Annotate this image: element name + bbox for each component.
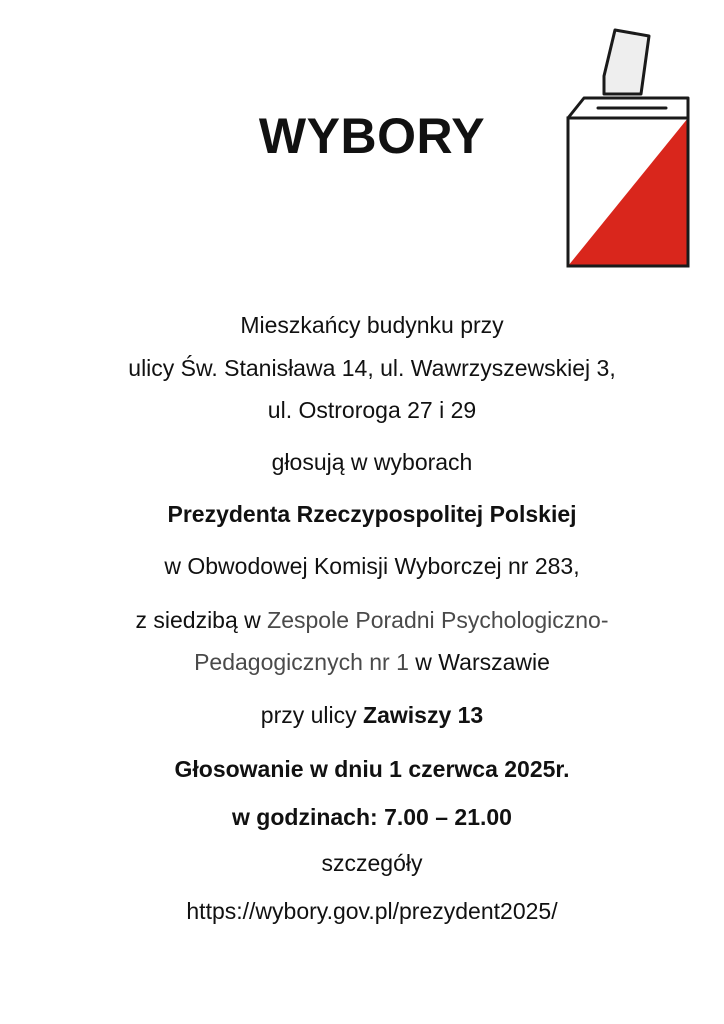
details-label: szczegóły xyxy=(321,850,423,876)
date-line: Głosowanie w dniu 1 czerwca 2025r. xyxy=(174,756,570,782)
seat-place-part2: Pedagogicznych nr 1 xyxy=(194,649,409,675)
hours-line: w godzinach: 7.00 – 21.00 xyxy=(232,804,512,830)
address-line-1: Mieszkańcy budynku przy xyxy=(240,312,504,338)
seat-place-part1: Zespole Poradni Psychologiczno- xyxy=(267,607,609,633)
ballot-box-icon xyxy=(560,24,692,272)
street-prefix: przy ulicy xyxy=(260,702,364,728)
election-name: Prezydenta Rzeczypospolitej Polskiej xyxy=(167,501,577,527)
seat-prefix: z siedzibą w xyxy=(135,607,268,633)
seat-line-1 xyxy=(0,605,724,635)
seat-suffix: w Warszawie xyxy=(408,649,550,675)
address-line-2: ulicy Św. Stanisława 14, ul. Wawrzyszewskiej 3, xyxy=(128,355,616,381)
street-line xyxy=(0,700,724,730)
ballot-paper-icon xyxy=(604,30,649,94)
street-name: Zawiszy 13 xyxy=(363,702,484,728)
commission-text: w Obwodowej Komisji Wyborczej nr 283, xyxy=(164,553,580,579)
seat-line-2 xyxy=(0,647,724,677)
address-line-3: ul. Ostroroga 27 i 29 xyxy=(267,397,477,423)
vote-text: głosują w wyborach xyxy=(271,449,473,475)
page-title: WYBORY xyxy=(258,108,486,164)
details-url[interactable]: https://wybory.gov.pl/prezydent2025/ xyxy=(186,898,558,924)
